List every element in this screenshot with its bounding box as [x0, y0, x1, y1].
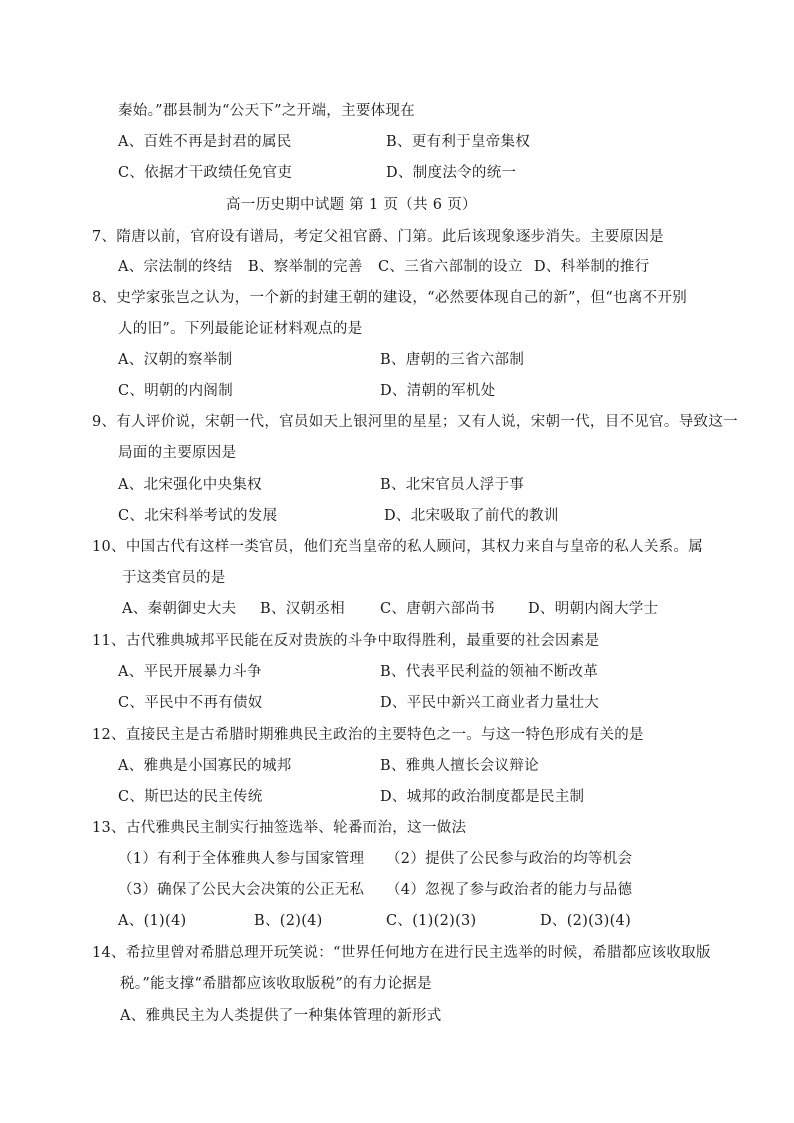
q13-option-c: C、(1)(2)(3) — [386, 913, 477, 929]
q9-option-b: B、北宋官员人浮于事 — [380, 477, 525, 493]
q6-option-d: D、制度法令的统一 — [386, 165, 517, 181]
q11-option-c: C、平民中不再有债奴 — [118, 695, 263, 711]
q10-option-a: A、秦朝御史大夫 — [122, 601, 237, 617]
q8-option-d: D、清朝的军机处 — [380, 383, 496, 399]
q8-option-c: C、明朝的内阁制 — [118, 383, 233, 399]
q10-option-c: C、唐朝六部尚书 — [380, 601, 495, 617]
q11-stem: 11、古代雅典城邦平民能在反对贵族的斗争中取得胜利，最重要的社会因素是 — [92, 633, 600, 649]
q8-stem-line1: 8、史学家张岂之认为，一个新的封建王朝的建设，“必然要体现自己的新”，但“也离不开别 — [92, 290, 688, 306]
q13-statement-3: （3）确保了公民大会决策的公正无私 — [118, 882, 365, 898]
q8-stem-line2: 人的旧”。下列最能论证材料观点的是 — [118, 321, 363, 337]
q6-option-c: C、依据才干政绩任免官吏 — [118, 165, 293, 181]
page-footer: 高一历史期中试题 第 1 页（共 6 页） — [226, 197, 477, 213]
q13-option-d: D、(2)(3)(4) — [540, 913, 632, 929]
q7-option-b: B、察举制的完善 — [248, 259, 363, 275]
q7-option-d: D、科举制的推行 — [534, 259, 650, 275]
q9-stem-line2: 局面的主要原因是 — [118, 445, 237, 461]
q12-option-b: B、雅典人擅长会议辩论 — [380, 758, 539, 774]
q14-stem-line2: 税。”能支撑“希腊都应该收取版税”的有力论据是 — [120, 976, 432, 992]
q9-option-c: C、北宋科举考试的发展 — [118, 508, 278, 524]
q6-option-b: B、更有利于皇帝集权 — [386, 134, 531, 150]
q10-stem-line2: 于这类官员的是 — [122, 570, 226, 586]
q9-option-d: D、北宋吸取了前代的教训 — [384, 508, 559, 524]
q11-option-d: D、平民中新兴工商业者力量壮大 — [380, 695, 600, 711]
q9-option-a: A、北宋强化中央集权 — [118, 477, 262, 493]
q13-statement-2: （2）提供了公民参与政治的均等机会 — [386, 851, 633, 867]
q8-option-a: A、汉朝的察举制 — [118, 352, 233, 368]
q12-option-a: A、雅典是小国寡民的城邦 — [118, 758, 292, 774]
q13-statement-1: （1）有利于全体雅典人参与国家管理 — [118, 851, 365, 867]
q11-option-a: A、平民开展暴力斗争 — [118, 664, 262, 680]
q14-option-a: A、雅典民主为人类提供了一种集体管理的新形式 — [120, 1008, 442, 1024]
q13-option-b: B、(2)(4) — [254, 913, 323, 929]
q14-stem-line1: 14、希拉里曾对希腊总理开玩笑说：“世界任何地方在进行民主选举的时候，希腊都应该收取版 — [92, 945, 711, 961]
q12-option-d: D、城邦的政治制度都是民主制 — [380, 789, 585, 805]
q12-option-c: C、斯巴达的民主传统 — [118, 789, 263, 805]
q7-option-c: C、三省六部制的设立 — [378, 259, 523, 275]
q10-stem-line1: 10、中国古代有这样一类官员，他们充当皇帝的私人顾问，其权力来自与皇帝的私人关系。属 — [92, 539, 704, 555]
q8-option-b: B、唐朝的三省六部制 — [380, 352, 525, 368]
q6-option-a: A、百姓不再是封君的属民 — [118, 134, 292, 150]
q13-stem: 13、古代雅典民主制实行抽签选举、轮番而治，这一做法 — [92, 820, 467, 836]
q7-stem: 7、隋唐以前，官府设有谱局，考定父祖官爵、门第。此后该现象逐步消失。主要原因是 — [92, 229, 664, 245]
q6-stem-continuation: 秦始。”郡县制为“公天下”之开端，主要体现在 — [118, 103, 416, 119]
q7-option-a: A、宗法制的终结 — [118, 259, 233, 275]
q12-stem: 12、直接民主是古希腊时期雅典民主政治的主要特色之一。与这一特色形成有关的是 — [92, 727, 644, 743]
q9-stem-line1: 9、有人评价说，宋朝一代，官员如天上银河里的星星；又有人说，宋朝一代，目不见官。导致这一 — [92, 414, 738, 430]
q13-option-a: A、(1)(4) — [118, 913, 187, 929]
q13-statement-4: （4）忽视了参与政治者的能力与品德 — [386, 882, 633, 898]
q10-option-b: B、汉朝丞相 — [260, 601, 345, 617]
q11-option-b: B、代表平民利益的领袖不断改革 — [380, 664, 599, 680]
q10-option-d: D、明朝内阁大学士 — [528, 601, 659, 617]
